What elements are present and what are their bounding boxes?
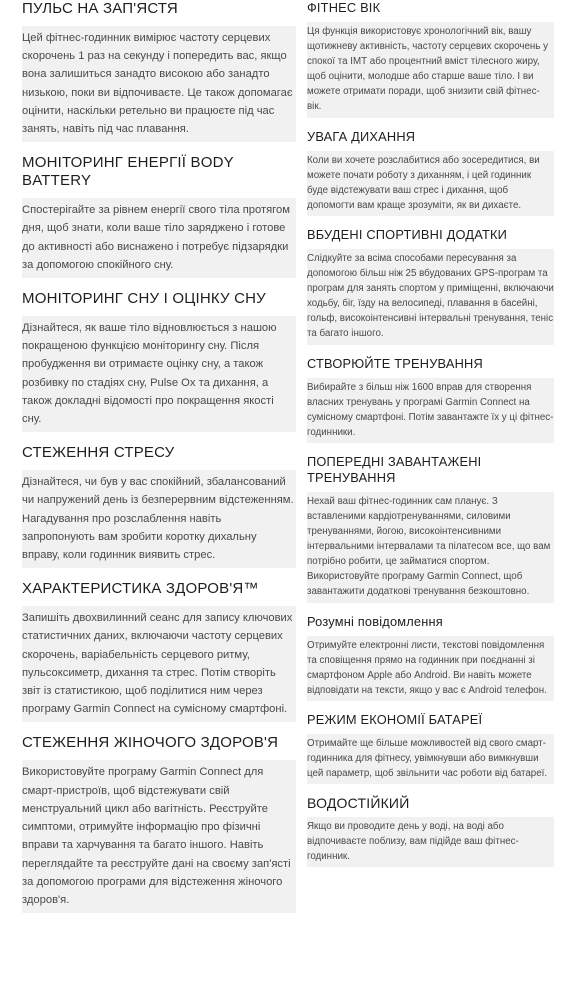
section-title: МОНІТОРИНГ ЕНЕРГІЇ BODY BATTERY [22, 154, 234, 190]
section-water-rating [307, 795, 554, 867]
section-body: Слідкуйте за всіма способами пересування за допомогою більш ніж 25 вбудованих GPS-програм та програм для занять спортом у приміщенні, включаючи ходьбу, біг, їзду на велосипеді, плавання в басейні, гольф, високоінтенсивні інтервальні тренування, теніс та багато іншого. [307, 249, 554, 345]
section-title: Розумні повідомлення [307, 613, 443, 629]
section-body: Ця функція використовує хронологічний вік, вашу щотижневу активність, частоту серцевих скорочень у спокої та ІМТ або процентний вміст тілесного жиру, щоб оцінити, молодше або старше ваше тіло. І ви можете отримати поради, щоб знизити свій фітнес-вік. [307, 22, 554, 118]
section-title: РЕЖИМ ЕКОНОМІЇ БАТАРЕЇ [307, 711, 483, 727]
section-breathwork [307, 129, 554, 216]
section-battery-saver [307, 712, 554, 784]
section-title: ПОПЕРЕДНІ ЗАВАНТАЖЕНІ ТРЕНУВАННЯ [307, 453, 482, 485]
section-body: Цей фітнес-годинник вимірює частоту серцевих скорочень 1 раз на секунду і попередить вас, якщо вона залишиться занадто високою або занадто низькою, поки ви відпочиваєте. Це також допомагає оцінити, наскільки ретельно ви працюєте під час занять, навіть під час плавання. [22, 26, 296, 142]
section-health-snapshot [22, 580, 296, 722]
section-body: Отримайте ще більше можливостей від свого смарт-годинника для фітнесу, увімкнувши або вимкнувши цей параметр, щоб звільнити час роботи від батареї. [307, 734, 554, 784]
section-preloaded-workouts [307, 454, 554, 603]
section-title: СТЕЖЕННЯ СТРЕСУ [22, 444, 175, 462]
section-built-in-sport-apps [307, 227, 554, 345]
section-fitness-age [307, 0, 554, 118]
section-smart-notifications [307, 614, 554, 701]
section-title: ФІТНЕС ВІК [307, 0, 381, 15]
section-body: Вибирайте з більш ніж 1600 вправ для створення власних тренувань у програмі Garmin Connect на сумісному смартфоні. Потім завантажте їх у ці фітнес-годинники. [307, 378, 554, 443]
section-sleep-monitoring [22, 290, 296, 432]
section-body: Спостерігайте за рівнем енергії свого тіла протягом дня, щоб знати, коли ваше тіло заряджено і готове до активності або виснажено і потребує підзарядки за допомогою спокійного сну. [22, 198, 296, 278]
section-body: Нехай ваш фітнес-годинник сам планує. З вставленими кардіотренуваннями, силовими тренуваннями, йогою, високоінтенсивними інтервальними інтервалами та пілатесом все, що вам потрібно робити, це займатися спортом. Використовуйте програму Garmin Connect, щоб завантажити додаткові тренування безкоштовно. [307, 492, 554, 603]
section-title: ПУЛЬС НА ЗАП'ЯСТЯ [22, 0, 178, 17]
section-body: Дізнайтеся, як ваше тіло відновлюється з нашою покращеною функцією моніторингу сну. Після пробудження ви отримаєте оцінку сну, а також розбивку по стадіях сну, Pulse Ox та дихання, а також докладні відомості про покращення якості сну. [22, 316, 296, 432]
section-wrist-heart-rate [22, 0, 296, 142]
right-column [307, 0, 554, 878]
section-title: ХАРАКТЕРИСТИКА ЗДОРОВ'Я™ [22, 580, 259, 598]
section-womens-health [22, 734, 296, 913]
section-body: Коли ви хочете розслабитися або зосередитися, ви можете почати роботу з диханням, і цей годинник буде відстежувати ваш стрес і дихання, щоб допомогти вам краще зрозуміти, як ви дихаєте. [307, 151, 554, 216]
section-title: ВОДОСТІЙКИЙ [307, 795, 410, 812]
section-title: ВБУДЕНІ СПОРТИВНІ ДОДАТКИ [307, 226, 508, 242]
section-body: Дізнайтеся, чи був у вас спокійний, збалансований чи напружений день із безперервним відстеженням. Нагадування про розслаблення навіть запропонують вам зробити коротку дихальну вправу, коли годинник виявить стрес. [22, 470, 296, 568]
left-column [22, 0, 296, 925]
section-body-battery [22, 154, 296, 278]
section-body: Використовуйте програму Garmin Connect для смарт-пристроїв, щоб відстежувати свій менструальний цикл або вагітність. Реєструйте симптоми, отримуйте інформацію про фізичні вправи та харчування та багато іншого. Навіть переглядайте та реєструйте дані на своєму зап'ясті за допомогою програми для відстеження жіночого здоров'я. [22, 760, 296, 913]
section-title: СТВОРЮЙТЕ ТРЕНУВАННЯ [307, 355, 483, 371]
section-body: Запишіть двохвилинний сеанс для запису ключових статистичних даних, включаючи частоту серцевих скорочень, варіабельність серцевого ритму, пульсоксиметр, дихання та стрес. Потім створіть звіт із статистикою, щоб поділитися ним через програму Garmin Connect на сумісному смартфоні. [22, 606, 296, 722]
section-body: Якщо ви проводите день у воді, на воді або відпочиваєте поблизу, вам підійде ваш фітнес-годинник. [307, 817, 554, 867]
section-stress-tracking [22, 444, 296, 568]
section-create-workouts [307, 356, 554, 443]
section-body: Отримуйте електронні листи, текстові повідомлення та сповіщення прямо на годинник при поєднанні зі смартфоном Apple або Android. Ви навіть можете відповідати на тексти, якщо у вас є Android телефон. [307, 636, 554, 701]
section-title: МОНІТОРИНГ СНУ І ОЦІНКУ СНУ [22, 290, 266, 308]
section-title: УВАГА ДИХАННЯ [307, 128, 416, 144]
section-title: СТЕЖЕННЯ ЖІНОЧОГО ЗДОРОВ'Я [22, 734, 279, 752]
